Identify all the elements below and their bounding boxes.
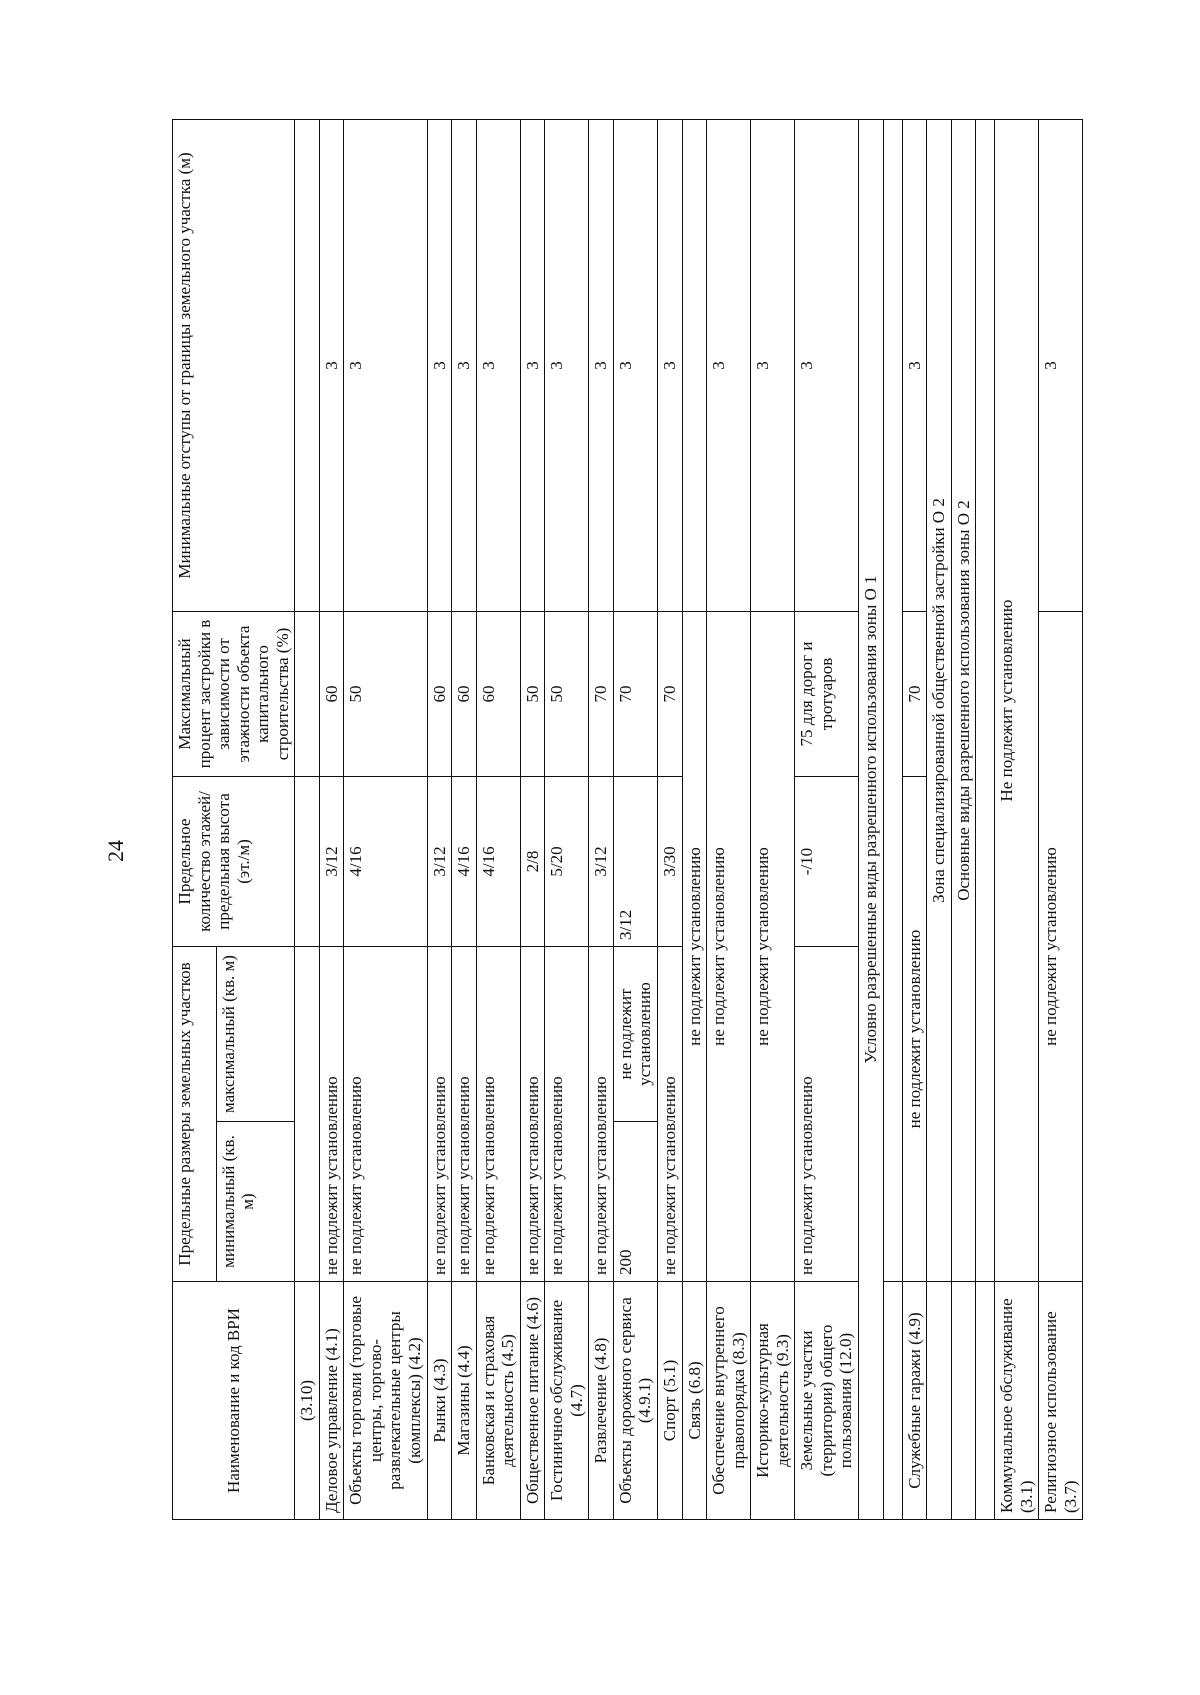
row-setback: 3: [545, 120, 589, 612]
row-setback: 3: [795, 120, 859, 612]
row-name: Деловое управление (4.1): [319, 1282, 344, 1520]
table-row: [613, 120, 657, 1520]
row-span-text: не подлежит установлению: [902, 777, 927, 1282]
table-row: [545, 120, 589, 1520]
row-name: Связь (6.8): [682, 1282, 707, 1520]
row-percent: [295, 612, 320, 777]
table-row: [795, 120, 859, 1520]
row-setback: 3: [520, 120, 545, 612]
row-span-text: не подлежит установлению: [751, 612, 795, 1282]
table-row: [1039, 120, 1083, 1520]
row-percent: 75 для дорог и тротуаров: [795, 612, 859, 777]
row-setback: 3: [427, 120, 452, 612]
row-name: Рынки (4.3): [427, 1282, 452, 1520]
header-floors: Предельное количество этажей/ предельная высота (эт./м): [173, 777, 295, 947]
row-setback: 3: [1039, 120, 1083, 612]
row-setback: 3: [344, 120, 427, 612]
row-span-text: не подлежит установлению: [1039, 612, 1083, 1282]
blank-cell: [927, 1282, 952, 1520]
row-name: Религиозное использование (3.7): [1039, 1282, 1083, 1520]
row-percent: 70: [613, 612, 657, 777]
row-name: Объекты дорожного сервиса (4.9.1): [613, 1282, 657, 1520]
header-limits: Предельные размеры земельных участков: [173, 947, 217, 1282]
table-row: [658, 120, 683, 1520]
table-row: [344, 120, 427, 1520]
table-header-row: [173, 120, 217, 1520]
row-min: не подлежит установлению: [427, 947, 452, 1282]
row-floors: 4/16: [452, 777, 477, 947]
row-percent: 60: [319, 612, 344, 777]
header-max: максимальный (кв. м): [216, 947, 295, 1122]
blank-cell: [976, 1282, 995, 1520]
page-number: 24: [103, 840, 128, 862]
table-row: [589, 120, 614, 1520]
row-name: Развлечение (4.8): [589, 1282, 614, 1520]
table-row: [476, 120, 520, 1520]
row-name: Историко-культурная деятельность (9.3): [751, 1282, 795, 1520]
row-floors: 3/12: [427, 777, 452, 947]
row-span-text: не подлежит установлению: [707, 612, 751, 1282]
row-percent: 50: [344, 612, 427, 777]
section-o2-main: Основные виды разрешенного использования зоны О 2: [951, 120, 976, 1282]
row-setback: 3: [658, 120, 683, 612]
row-name: Общественное питание (4.6): [520, 1282, 545, 1520]
table-row: [319, 120, 344, 1520]
row-percent: 50: [545, 612, 589, 777]
row-min: не подлежит установлению: [545, 947, 589, 1282]
row-name: Гостиничное обслуживание (4.7): [545, 1282, 589, 1520]
blank-row: [883, 120, 902, 1520]
row-name: Коммунальное обслуживание (3.1): [995, 1282, 1039, 1520]
row-setback: 3: [707, 120, 751, 612]
row-span-text: не подлежит установлению: [682, 612, 707, 1282]
row-floors: 3/12: [613, 777, 657, 947]
section-heading-row: [951, 120, 976, 1520]
header-min: минимальный (кв. м): [216, 1122, 295, 1282]
header-name: Наименование и код ВРИ: [173, 1282, 295, 1520]
row-min: 200: [613, 1122, 657, 1282]
row-setback: [295, 120, 320, 612]
row-floors: 4/16: [476, 777, 520, 947]
row-name: Магазины (4.4): [452, 1282, 477, 1520]
table-row: [682, 120, 707, 1520]
row-name: Спорт (5.1): [658, 1282, 683, 1520]
row-min: не подлежит установлению: [520, 947, 545, 1282]
regulations-table: [172, 119, 1083, 1520]
table-row: [751, 120, 795, 1520]
row-floors: 2/8: [520, 777, 545, 947]
row-min: не подлежит установлению: [476, 947, 520, 1282]
rotated-table-container: [172, 120, 1080, 1520]
row-name: Обеспечение внутреннего правопорядка (8.3): [707, 1282, 751, 1520]
row-percent: 70: [589, 612, 614, 777]
table-row: [995, 120, 1039, 1520]
row-name: Служебные гаражи (4.9): [902, 1282, 927, 1520]
row-name: Земельные участки (территории) общего пользования (12.0): [795, 1282, 859, 1520]
row-setback: 3: [452, 120, 477, 612]
row-percent: 60: [476, 612, 520, 777]
row-name: Банковская и страховая деятельность (4.5): [476, 1282, 520, 1520]
row-percent: 60: [452, 612, 477, 777]
row-floors: 3/30: [658, 777, 683, 947]
row-setback: 3: [902, 120, 927, 612]
row-setback: 3: [319, 120, 344, 612]
row-max: не подлежит установлению: [613, 947, 657, 1122]
row-min: не подлежит установлению: [795, 947, 859, 1282]
row-min: не подлежит установлению: [344, 947, 427, 1282]
row-min: не подлежит установлению: [658, 947, 683, 1282]
table-row: [902, 120, 927, 1520]
row-percent: 70: [902, 612, 927, 777]
table-row: [295, 120, 320, 1520]
blank-row: [976, 120, 995, 1520]
section-heading-row: [858, 120, 883, 1520]
row-setback: [682, 120, 707, 612]
header-percent: Максимальный процент застройки в зависимости от этажности объекта капитального строительства (%): [173, 612, 295, 777]
section-o1-conditional: Условно разрешенные виды разрешенного использования зоны О 1: [858, 120, 883, 1520]
row-percent: 70: [658, 612, 683, 777]
row-setback: 3: [476, 120, 520, 612]
row-min: [295, 947, 320, 1282]
row-setback: 3: [589, 120, 614, 612]
blank-cell: [883, 120, 902, 1282]
row-min: не подлежит установлению: [319, 947, 344, 1282]
header-setback: Минимальные отступы от границы земельного участка (м): [173, 120, 295, 612]
row-percent: 60: [427, 612, 452, 777]
table-row: [452, 120, 477, 1520]
blank-cell: [883, 1282, 902, 1520]
row-floors: 5/20: [545, 777, 589, 947]
row-floors: 4/16: [344, 777, 427, 947]
table-row: [707, 120, 751, 1520]
row-name: (3.10): [295, 1282, 320, 1520]
table-row: [520, 120, 545, 1520]
row-floors: [295, 777, 320, 947]
section-heading-row: [927, 120, 952, 1520]
row-floors: 3/12: [589, 777, 614, 947]
row-span-text: Не подлежит установлению: [995, 120, 1039, 1282]
row-name: Объекты торговли (торговые центры, торгово-развлекательные центры (комплексы) (4.2): [344, 1282, 427, 1520]
row-setback: 3: [613, 120, 657, 612]
row-setback: 3: [751, 120, 795, 612]
row-percent: 50: [520, 612, 545, 777]
row-floors: -/10: [795, 777, 859, 947]
section-o2-zone: Зона специализированной общественной застройки О 2: [927, 120, 952, 1282]
row-min: не подлежит установлению: [589, 947, 614, 1282]
table-row: [427, 120, 452, 1520]
blank-cell: [976, 120, 995, 1282]
row-floors: 3/12: [319, 777, 344, 947]
blank-cell: [951, 1282, 976, 1520]
row-min: не подлежит установлению: [452, 947, 477, 1282]
